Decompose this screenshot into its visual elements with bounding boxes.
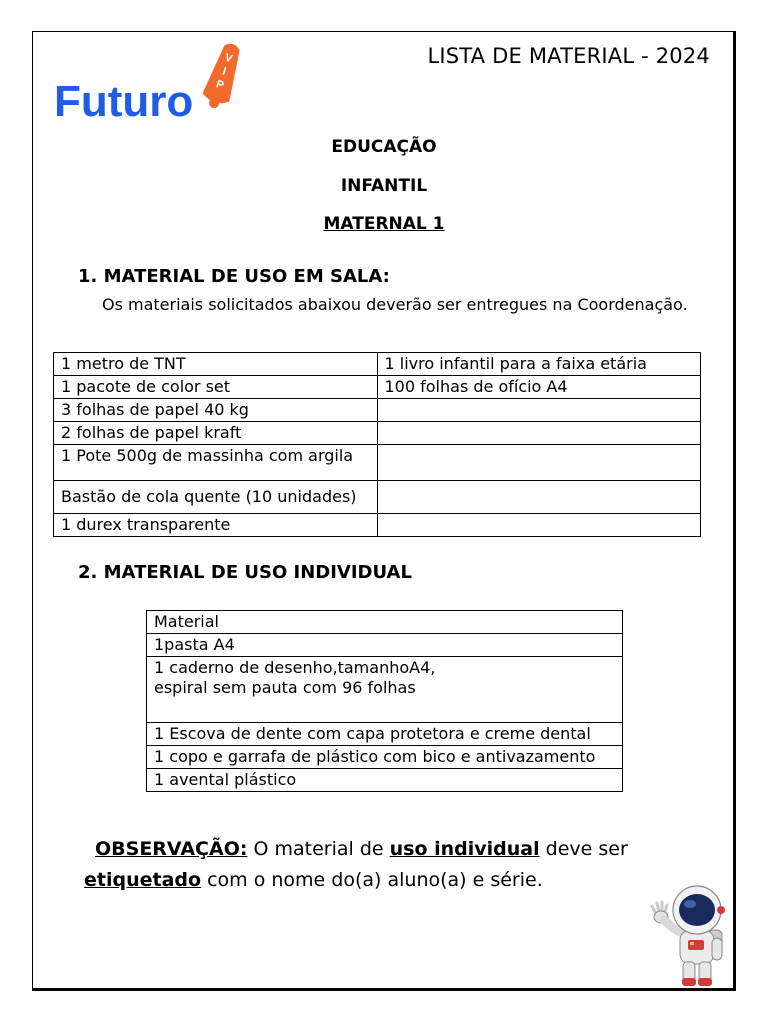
table-cell: 1 avental plástico [147,769,623,792]
table-cell: 100 folhas de ofício A4 [377,376,701,399]
table-cell [377,514,701,537]
table-row [54,422,701,445]
svg-text:I: I [220,65,228,78]
table-cell: 1 Escova de dente com capa protetora e creme dental [147,723,623,746]
table-cell: 3 folhas de papel 40 kg [54,399,378,422]
observation-text: deve ser [539,838,628,860]
individual-materials-table [146,610,623,792]
table-cell: 1 pacote de color set [54,376,378,399]
table-cell: 1 livro infantil para a faixa etária [377,353,701,376]
logo-text: Futuro [54,77,194,124]
table-cell: 1 metro de TNT [54,353,378,376]
observation-text: com o nome do(a) aluno(a) e série. [201,869,543,891]
observation-label: OBSERVAÇÃO: [95,838,248,860]
observation-text: O material de [247,838,390,860]
classroom-materials-table [53,352,701,537]
section1-title: 1. MATERIAL DE USO EM SALA: [78,266,390,287]
table-cell: 1pasta A4 [147,634,623,657]
table-cell [377,399,701,422]
heading-maternal-wrap [0,214,768,234]
table-row [147,769,623,792]
table-cell: 1 copo e garrafa de plástico com bico e antivazamento [147,746,623,769]
observation-emphasis-labeled: etiquetado [84,869,202,891]
observation-note [84,834,724,896]
futuro-vip-logo [54,40,254,124]
observation-emphasis-individual: uso individual [389,838,540,860]
table-row [54,514,701,537]
table-cell: 2 folhas de papel kraft [54,422,378,445]
svg-text:V: V [223,51,234,66]
document-title: LISTA DE MATERIAL - 2024 [427,44,710,68]
table-row [54,399,701,422]
page-bottom-rule [32,989,736,991]
section2-title: 2. MATERIAL DE USO INDIVIDUAL [78,562,412,583]
table-row [54,481,701,514]
table-cell: 1 durex transparente [54,514,378,537]
heading-educacao: EDUCAÇÃO [331,137,437,157]
table-row [147,746,623,769]
table-cell [377,445,701,481]
svg-text:P: P [214,78,226,92]
table-row [54,445,701,481]
table-cell: Bastão de cola quente (10 unidades) [54,481,378,514]
table-cell: 1 caderno de desenho,tamanhoA4, espiral sem pauta com 96 folhas [147,657,623,723]
table-row [147,657,623,723]
table-row [54,376,701,399]
table-cell: 1 Pote 500g de massinha com argila [54,445,378,481]
table-cell [377,481,701,514]
heading-maternal: MATERNAL 1 [323,214,445,234]
heading-infantil: INFANTIL [340,176,428,196]
astronaut-icon [650,884,735,988]
table-cell [377,422,701,445]
table-row [147,634,623,657]
section1-intro: Os materiais solicitados abaixou deverão ser entregues na Coordenação. [102,295,688,314]
table-header-cell: Material [147,611,623,634]
table-row [54,353,701,376]
table-header-row [147,611,623,634]
table-row [147,723,623,746]
